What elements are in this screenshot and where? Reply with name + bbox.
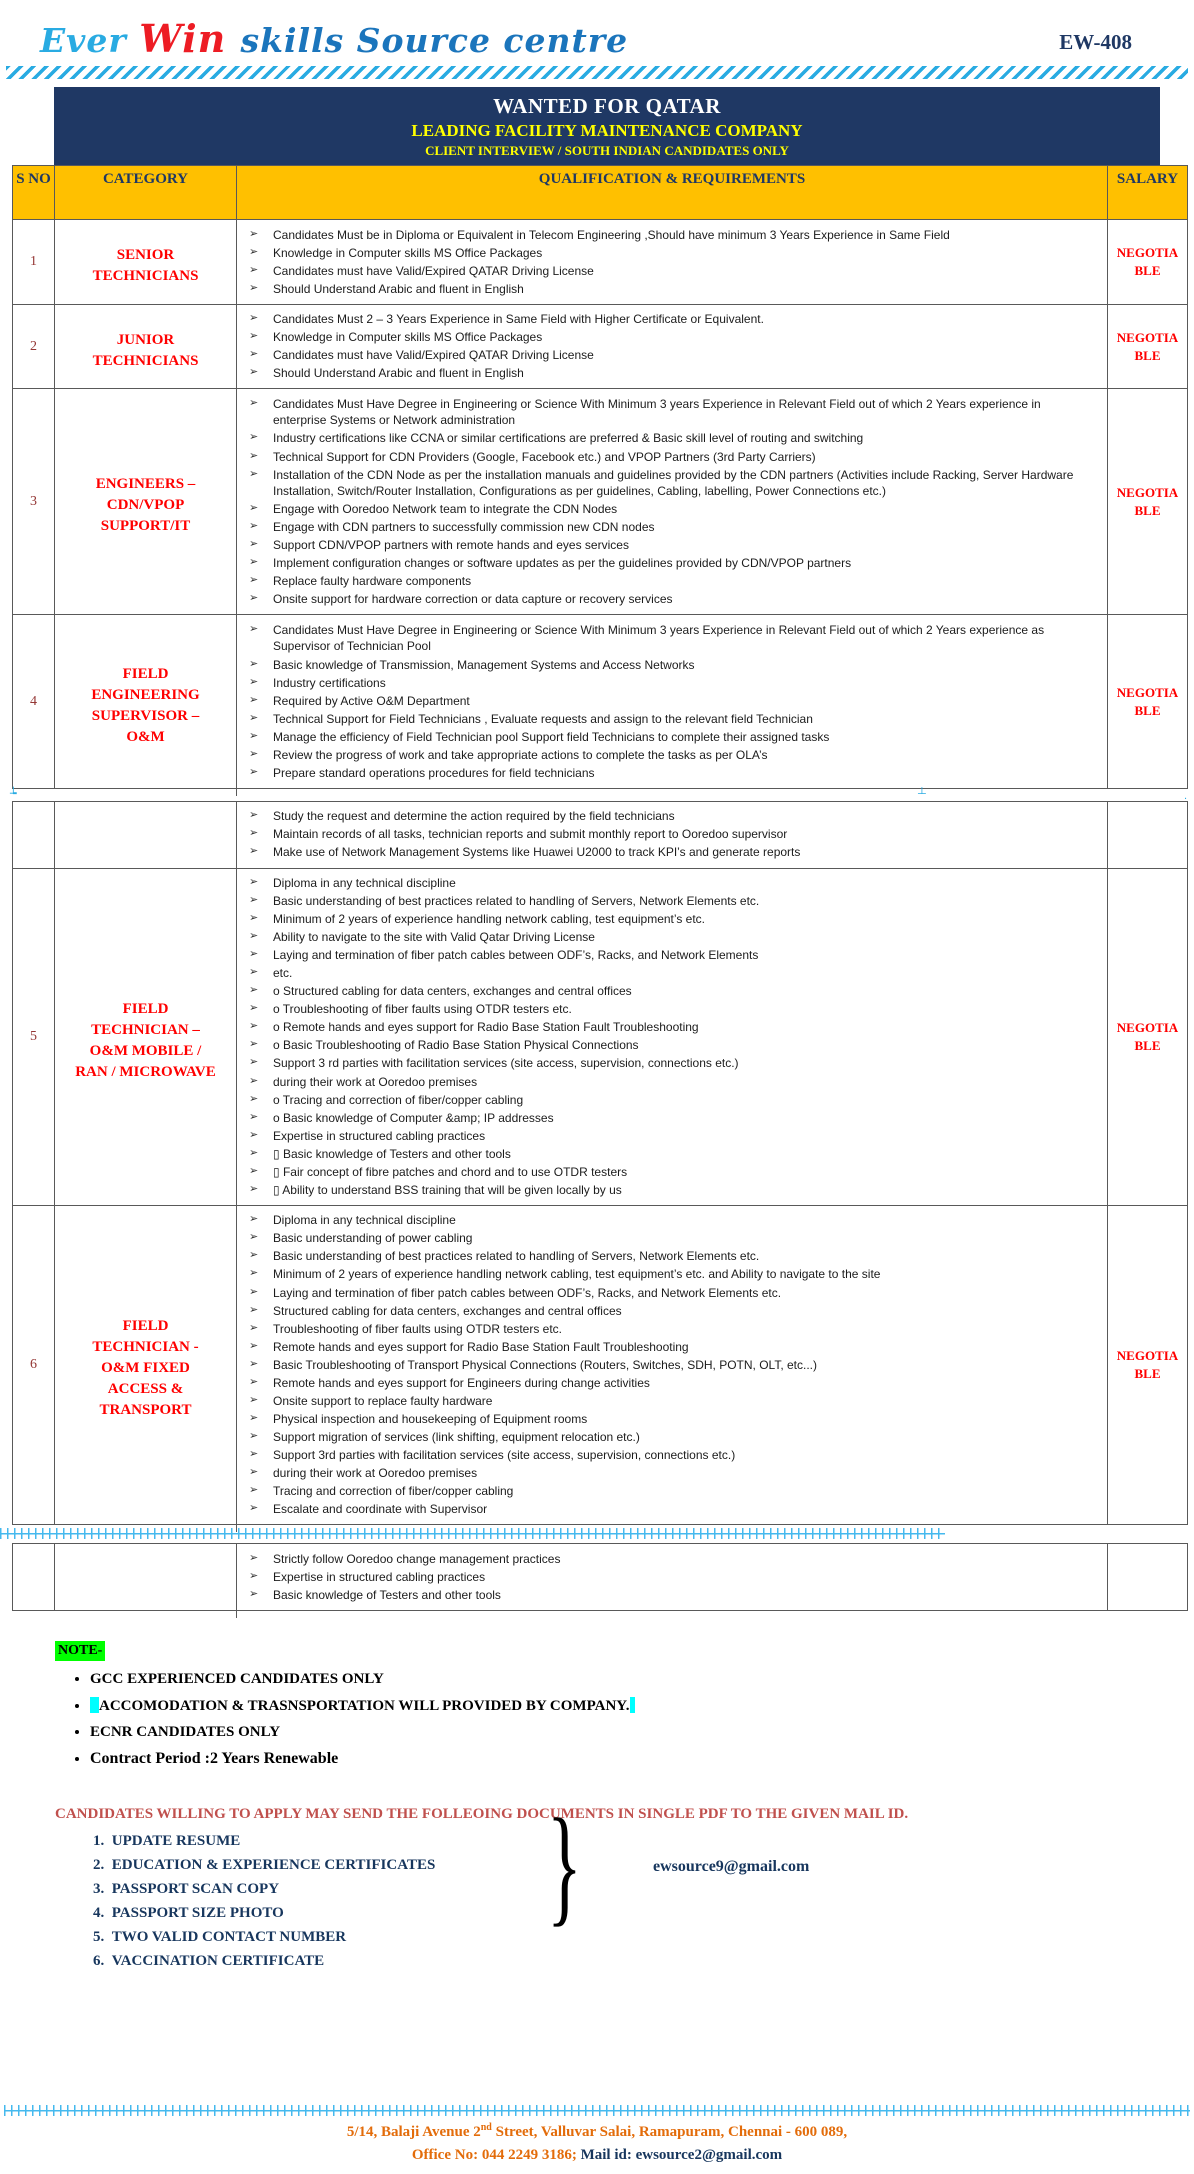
note-label: NOTE- <box>55 1641 105 1661</box>
requirement-item: ➢ Review the progress of work and take appropriate actions to complete the tasks as per OLA’s <box>245 747 1097 764</box>
requirement-item: ➢ Ability to navigate to the site with Valid Qatar Driving License <box>245 929 1097 946</box>
logo-word-win: Win <box>139 16 241 61</box>
requirements-list <box>237 802 1107 868</box>
note-item: • Contract Period :2 Years Renewable <box>90 1750 1194 1768</box>
page-break-marker: . <box>1184 789 1188 802</box>
notes-section <box>55 1641 1194 1768</box>
requirement-item: ➢ etc. <box>245 965 1097 982</box>
category-cell: JUNIOR TECHNICIANS <box>55 305 237 397</box>
salary-cell <box>1108 1544 1187 1610</box>
note-item: • ECNR CANDIDATES ONLY <box>90 1724 1194 1741</box>
apply-heading: CANDIDATES WILLING TO APPLY MAY SEND THE FOLLEOING DOCUMENTS IN SINGLE PDF TO THE GIVEN MAIL ID. <box>55 1805 909 1822</box>
requirements-cell <box>237 869 1108 1205</box>
requirements-list <box>237 1206 1107 1524</box>
requirement-item: ➢ Expertise in structured cabling practices <box>245 1128 1097 1145</box>
footer-divider <box>4 2105 1190 2116</box>
requirement-item: ➢ Implement configuration changes or software updates as per the guidelines provided by CDN/VPOP partners <box>245 555 1097 572</box>
company-logo <box>40 16 628 61</box>
table-header-row <box>13 166 1187 219</box>
requirement-item: ➢ Strictly follow Ooredoo change management practices <box>245 1551 1097 1568</box>
banner-title: WANTED FOR QATAR <box>493 94 721 118</box>
table-row <box>13 304 1187 389</box>
requirement-item: ➢ Diploma in any technical discipline <box>245 875 1097 892</box>
document-item: UPDATE RESUME <box>111 1832 241 1849</box>
requirement-item: ➢ Basic understanding of best practices related to handling of Servers, Network Elements etc. <box>245 1248 1097 1265</box>
requirement-item: ➢ o Basic Troubleshooting of Radio Base Station Physical Connections <box>245 1037 1097 1054</box>
requirement-item: ➢ Prepare standard operations procedures for field technicians <box>245 765 1097 782</box>
logo-word-rest: skills Source centre <box>240 21 629 60</box>
requirement-item: ➢ Maintain records of all tasks, technician reports and submit monthly report to Ooredoo supervisor <box>245 826 1097 843</box>
reference-number: EW-408 <box>1059 30 1132 54</box>
requirement-item: ➢ Candidates must have Valid/Expired QATAR Driving License <box>245 263 1097 280</box>
address-text: 5/14, Balaji Avenue 2 <box>346 2124 481 2140</box>
requirement-item: ➢ Troubleshooting of fiber faults using OTDR testers etc. <box>245 1321 1097 1338</box>
requirement-item: ➢ Onsite support for hardware correction or data capture or recovery services <box>245 591 1097 608</box>
requirements-list <box>237 869 1107 1205</box>
banner-note: CLIENT INTERVIEW / SOUTH INDIAN CANDIDATES ONLY <box>425 143 789 158</box>
requirement-item: ➢ o Troubleshooting of fiber faults using OTDR testers etc. <box>245 1001 1097 1018</box>
documents-list <box>55 1833 1194 1970</box>
note-list <box>55 1671 1194 1768</box>
requirement-item: ➢ Should Understand Arabic and fluent in English <box>245 281 1097 298</box>
document-item: PASSPORT SCAN COPY <box>111 1880 280 1897</box>
requirement-item: ➢ during their work at Ooredoo premises <box>245 1465 1097 1482</box>
requirements-cell <box>237 1206 1108 1524</box>
requirement-item: ➢ Engage with CDN partners to successfully commission new CDN nodes <box>245 519 1097 536</box>
row-number: 4 <box>13 615 55 787</box>
row-number: 1 <box>13 220 55 304</box>
footer-address <box>0 2122 1194 2141</box>
row-number: 6 <box>13 1206 55 1524</box>
jobs-table-section-1 <box>12 165 1188 789</box>
requirement-item: ➢ Technical Support for CDN Providers (Google, Facebook etc.) and VPOP Partners (3rd Party Carriers) <box>245 449 1097 466</box>
document-item: VACCINATION CERTIFICATE <box>111 1952 325 1969</box>
requirement-item: ➢ Knowledge in Computer skills MS Office Packages <box>245 245 1097 262</box>
requirement-item: ➢ ▯ Basic knowledge of Testers and other tools <box>245 1146 1097 1163</box>
requirement-item: ➢ during their work at Ooredoo premises <box>245 1074 1097 1091</box>
category-cell <box>55 1544 237 1618</box>
requirements-list <box>237 305 1107 389</box>
category-cell <box>55 802 237 876</box>
requirement-item: ➢ Make use of Network Management Systems like Huawei U2000 to track KPI’s and generate reports <box>245 844 1097 861</box>
requirement-item: ➢ o Basic knowledge of Computer &amp; IP addresses <box>245 1110 1097 1127</box>
salary-cell <box>1108 802 1187 868</box>
logo-word-ever: Ever <box>40 21 140 60</box>
jobs-table-section-2 <box>12 801 1188 1525</box>
requirement-item: ➢ o Structured cabling for data centers, exchanges and central offices <box>245 983 1097 1000</box>
requirement-item: ➢ Candidates Must 2 – 3 Years Experience in Same Field with Higher Certificate or Equivalent. <box>245 311 1097 328</box>
mail-id: Mail id: ewsource2@gmail.com <box>580 2147 783 2163</box>
requirement-item: ➢ Candidates Must Have Degree in Engineering or Science With Minimum 3 years Experience in Relevant Field out of which 2 Years experience in enterprise Systems or Network administration <box>245 396 1097 429</box>
header-category: CATEGORY <box>55 166 237 219</box>
note-item: • GCC EXPERIENCED CANDIDATES ONLY <box>90 1671 1194 1688</box>
highlight-mark <box>90 1697 99 1713</box>
requirement-item: ➢ Remote hands and eyes support for Engineers during change activities <box>245 1375 1097 1392</box>
address-superscript: nd <box>480 2122 492 2133</box>
requirement-item: ➢ Should Understand Arabic and fluent in English <box>245 365 1097 382</box>
header-qualification: QUALIFICATION & REQUIREMENTS <box>237 166 1108 219</box>
requirement-item: ➢ Onsite support to replace faulty hardware <box>245 1393 1097 1410</box>
page-break-marker: ┶ <box>10 787 17 800</box>
requirement-item: ➢ Installation of the CDN Node as per the installation manuals and guidelines provided by the CDN partners (Activities include Racking, Server Hardware Installation, Switch/Router Installation, Configurations as per guidelines, Cabling, labelling, Power Connections etc.) <box>245 467 1097 500</box>
requirement-item: ➢ Basic understanding of best practices related to handling of Servers, Network Elements etc. <box>245 893 1097 910</box>
category-cell: FIELD ENGINEERING SUPERVISOR – O&M <box>55 615 237 795</box>
requirement-item: ➢ o Remote hands and eyes support for Radio Base Station Fault Troubleshooting <box>245 1019 1097 1036</box>
salary-cell: NEGOTIA BLE <box>1116 685 1179 718</box>
requirements-cell <box>237 389 1108 614</box>
row-number <box>13 802 55 868</box>
row-number: 5 <box>13 869 55 1205</box>
requirement-item: ➢ Knowledge in Computer skills MS Office Packages <box>245 329 1097 346</box>
decorative-stripe-border <box>6 66 1188 79</box>
requirement-item: ➢ Basic Troubleshooting of Transport Physical Connections (Routers, Switches, SDH, POTN, OLT, etc...) <box>245 1357 1097 1374</box>
requirements-cell <box>237 802 1108 868</box>
requirements-list <box>237 389 1107 614</box>
requirement-item: ➢ Required by Active O&M Department <box>245 693 1097 710</box>
address-text: Street, Valluvar Salai, Ramapuram, Chennai - 600 089, <box>491 2124 848 2140</box>
salary-cell: NEGOTIA BLE <box>1116 329 1179 363</box>
table-row <box>13 1544 1187 1610</box>
requirement-item: ➢ Support migration of services (link shifting, equipment relocation etc.) <box>245 1429 1097 1446</box>
requirement-item: ➢ Diploma in any technical discipline <box>245 1212 1097 1229</box>
requirement-item: ➢ Minimum of 2 years of experience handling network cabling, test equipment’s etc. <box>245 911 1097 928</box>
requirement-item: ➢ Remote hands and eyes support for Radio Base Station Fault Troubleshooting <box>245 1339 1097 1356</box>
requirement-item: ➢ Laying and termination of fiber patch cables between ODF’s, Racks, and Network Elements etc. <box>245 1285 1097 1302</box>
table-row <box>13 388 1187 614</box>
requirement-item: ➢ o Tracing and correction of fiber/copper cabling <box>245 1092 1097 1109</box>
requirement-item: ➢ Basic knowledge of Transmission, Management Systems and Access Networks <box>245 657 1097 674</box>
requirement-item: ➢ Candidates must have Valid/Expired QATAR Driving License <box>245 347 1097 364</box>
requirement-item: ➢ Basic understanding of power cabling <box>245 1230 1097 1247</box>
header-salary: SALARY <box>1116 171 1179 187</box>
table-row <box>13 614 1187 787</box>
table-row <box>13 1205 1187 1524</box>
requirements-list <box>237 1544 1107 1610</box>
note-item-text: ACCOMODATION & TRASNSPORTATION WILL PROVIDED BY COMPANY. <box>99 1697 630 1714</box>
document-item: TWO VALID CONTACT NUMBER <box>111 1928 347 1945</box>
requirements-cell <box>237 1544 1108 1610</box>
salary-cell: NEGOTIA BLE <box>1116 1348 1179 1381</box>
requirements-list <box>237 615 1107 787</box>
requirement-item: ➢ Candidates Must Have Degree in Engineering or Science With Minimum 3 years Experience in Relevant Field out of which 2 Years experience as Supervisor of Technician Pool <box>245 622 1097 655</box>
requirement-item: ➢ Manage the efficiency of Field Technician pool Support field Technicians to complete their assigned tasks <box>245 729 1097 746</box>
document-item: EDUCATION & EXPERIENCE CERTIFICATES <box>111 1856 436 1873</box>
requirement-item: ➢ Industry certifications like CCNA or similar certifications are preferred & Basic skill level of routing and switching <box>245 430 1097 447</box>
category-cell: ENGINEERS – CDN/VPOP SUPPORT/IT <box>55 389 237 622</box>
row-number: 2 <box>13 305 55 389</box>
requirement-item: ➢ ▯ Fair concept of fibre patches and chord and to use OTDR testers <box>245 1164 1097 1181</box>
requirement-item: ➢ Industry certifications <box>245 675 1097 692</box>
table-row <box>13 868 1187 1205</box>
requirement-item: ➢ Laying and termination of fiber patch cables between ODF’s, Racks, and Network Elements <box>245 947 1097 964</box>
salary-cell: NEGOTIA BLE <box>1116 1020 1179 1053</box>
category-cell: SENIOR TECHNICIANS <box>55 220 237 312</box>
brace-icon <box>547 1790 586 1940</box>
title-banner <box>54 87 1160 165</box>
page-break-marker: ┴ <box>918 787 926 800</box>
apply-section <box>55 1806 1194 1970</box>
apply-email: ewsource9@gmail.com <box>653 1857 810 1875</box>
office-number: Office No: 044 2249 3186; <box>411 2147 581 2163</box>
table-row <box>13 219 1187 304</box>
requirement-item: ➢ Technical Support for Field Technicians , Evaluate requests and assign to the relevant field Technician <box>245 711 1097 728</box>
category-cell: FIELD TECHNICIAN - O&M FIXED ACCESS & TRANSPORT <box>55 1206 237 1532</box>
requirement-item: ➢ Candidates Must be in Diploma or Equivalent in Telecom Engineering ,Should have minimum 3 Years Experience in Same Field <box>245 227 1097 244</box>
requirement-item: ➢ Expertise in structured cabling practices <box>245 1569 1097 1586</box>
requirement-item: ➢ Study the request and determine the action required by the field technicians <box>245 808 1097 825</box>
page-break-gap <box>0 789 1194 801</box>
requirement-item: ➢ Support 3 rd parties with facilitation services (site access, supervision, connections etc.) <box>245 1055 1097 1072</box>
requirement-item: ➢ Structured cabling for data centers, exchanges and central offices <box>245 1303 1097 1320</box>
document-item: PASSPORT SIZE PHOTO <box>111 1904 284 1921</box>
header <box>0 0 1194 61</box>
requirement-item: ➢ Physical inspection and housekeeping of Equipment rooms <box>245 1411 1097 1428</box>
requirement-item: ➢ Replace faulty hardware components <box>245 573 1097 590</box>
requirement-item: ➢ ▯ Ability to understand BSS training that will be given locally by us <box>245 1182 1097 1199</box>
footer <box>0 2105 1194 2164</box>
salary-cell: NEGOTIA BLE <box>1116 245 1179 278</box>
requirements-list <box>237 220 1107 304</box>
banner-subtitle: LEADING FACILITY MAINTENANCE COMPANY <box>411 121 803 140</box>
requirement-item: ➢ Engage with Ooredoo Network team to integrate the CDN Nodes <box>245 501 1097 518</box>
table-row <box>13 802 1187 868</box>
note-item <box>90 1697 1194 1715</box>
footer-contact <box>0 2147 1194 2164</box>
row-number <box>13 1544 55 1610</box>
row-number: 3 <box>13 389 55 614</box>
requirement-item: ➢ Minimum of 2 years of experience handling network cabling, test equipment’s etc. and Ability to navigate to the site <box>245 1266 1097 1283</box>
requirement-item: ➢ Support 3rd parties with facilitation services (site access, supervision, connections etc.) <box>245 1447 1097 1464</box>
requirement-item: ➢ Escalate and coordinate with Supervisor <box>245 1501 1097 1518</box>
requirement-item: ➢ Basic knowledge of Testers and other tools <box>245 1587 1097 1604</box>
category-cell: FIELD TECHNICIAN – O&M MOBILE / RAN / MICROWAVE <box>55 869 237 1213</box>
header-sno: S NO <box>13 166 55 219</box>
highlight-mark <box>630 1697 635 1713</box>
requirements-cell <box>237 305 1108 389</box>
requirements-cell <box>237 615 1108 787</box>
jobs-table-section-3 <box>12 1543 1188 1611</box>
requirements-cell <box>237 220 1108 304</box>
salary-cell: NEGOTIA BLE <box>1116 485 1179 518</box>
requirement-item: ➢ Tracing and correction of fiber/copper cabling <box>245 1483 1097 1500</box>
requirement-item: ➢ Support CDN/VPOP partners with remote hands and eyes services <box>245 537 1097 554</box>
